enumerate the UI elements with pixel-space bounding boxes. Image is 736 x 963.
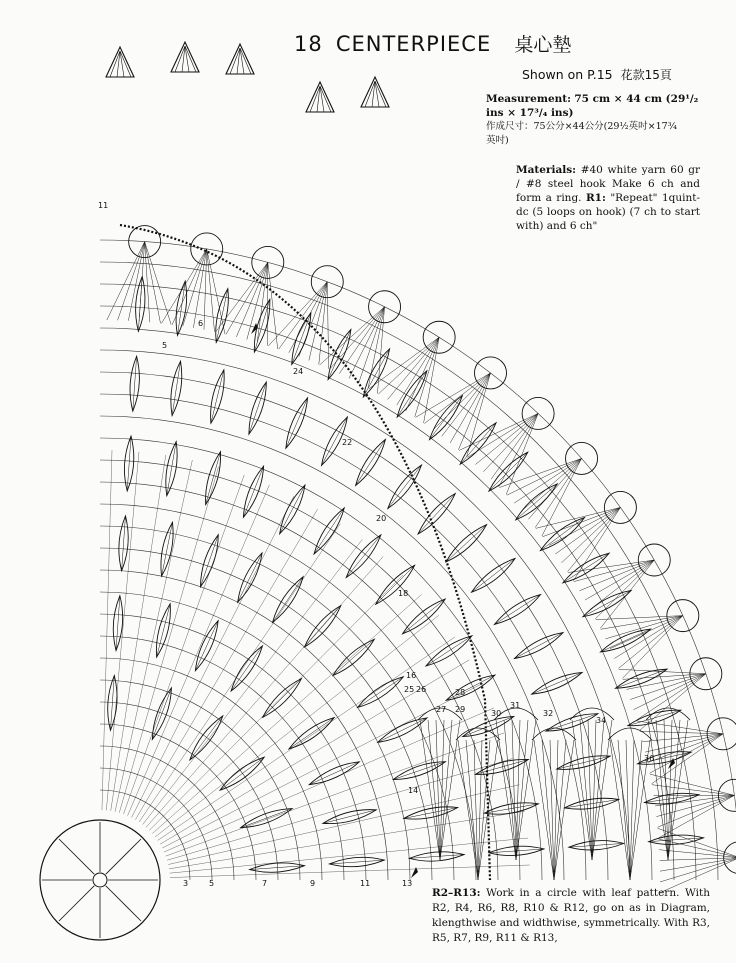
leaf-vein <box>429 396 462 440</box>
leaf-vein <box>426 636 472 666</box>
fan-stitch <box>145 242 172 325</box>
rounds-text: Work in a circle with leaf pattern. With R2, R4, R6, R8, R10 & R12, go on as in Diagram, klengthwise and widthwise, symmetrically. With R3, R5, R7, R9, R11 & R13, <box>432 887 710 944</box>
materials-label: Materials: <box>516 164 577 176</box>
fan-stitch <box>268 262 278 349</box>
row-number: 36 <box>644 754 655 763</box>
leaf-vein <box>333 639 374 675</box>
leaf-vein <box>200 535 218 587</box>
measurement-value: 75 cm × 44 cm (29¹/₂ <box>574 93 699 105</box>
grid-spoke <box>167 759 512 861</box>
center-chain <box>93 873 107 887</box>
fan-stitch <box>204 249 207 330</box>
row-number: 25 <box>404 685 415 694</box>
leaf-vein <box>273 577 304 623</box>
leaf-vein <box>378 718 427 742</box>
row-number: 16 <box>406 671 417 680</box>
row-number: 22 <box>342 438 353 447</box>
row-number: 14 <box>408 786 419 795</box>
leaf-vein <box>286 398 308 449</box>
grid-arc <box>100 350 630 880</box>
center-spoke <box>59 839 94 874</box>
shown-on-cjk: 花款15頁 <box>620 68 672 82</box>
grid-spoke <box>139 524 340 822</box>
measurement-block <box>486 92 714 120</box>
stitch-strand <box>320 86 331 112</box>
fan-stitch <box>475 413 538 464</box>
grid-spoke <box>170 838 528 873</box>
grid-arc <box>100 372 608 880</box>
center-spoke <box>106 886 141 921</box>
row-number: 6 <box>198 319 204 328</box>
fan-stitch <box>107 242 145 320</box>
row-number: 28 <box>455 688 466 697</box>
stitch-strand <box>375 81 386 107</box>
measurement-cjk-cont: 英吋) <box>486 135 509 146</box>
fan-stitch <box>573 507 620 580</box>
fan-stitch <box>614 616 683 659</box>
row-number: 24 <box>293 367 304 376</box>
leaf-vein <box>249 382 266 434</box>
fan-stitch <box>590 560 654 609</box>
direction-marker <box>251 323 258 334</box>
row-number: 30 <box>491 709 502 718</box>
grid-spoke <box>106 452 139 811</box>
fan-stitch <box>327 282 328 369</box>
leaf-vein <box>172 361 180 415</box>
row-number: 31 <box>510 701 521 710</box>
leaf-vein <box>460 423 496 465</box>
leaf-vein <box>195 621 218 671</box>
leaf-vein <box>231 646 262 691</box>
measurement-value-cont: ins × 17³/₄ ins) <box>486 107 574 119</box>
fan-stitch <box>309 282 327 361</box>
grid-spoke <box>123 475 244 814</box>
stitch-strand <box>185 46 196 72</box>
leaf-vein <box>489 452 528 491</box>
leaf-vein <box>540 518 584 551</box>
grid-arc <box>100 592 388 880</box>
pattern-title-cjk: 桌心墊 <box>514 34 572 56</box>
leaf-vein <box>206 452 221 505</box>
fan-stitch <box>172 249 207 325</box>
row-number: 20 <box>376 514 387 523</box>
grid-arc <box>100 460 520 880</box>
row-number: 3 <box>183 879 189 888</box>
fan-stitch <box>388 337 440 399</box>
materials-text: #40 white yarn 60 gr / #8 steel hook Make 6 ch and form a ring. <box>516 164 700 204</box>
row-number: 32 <box>543 709 554 718</box>
leaf-vein <box>263 678 302 717</box>
leaf-vein <box>280 485 305 534</box>
grid-spoke <box>115 460 192 812</box>
fan-stitch <box>450 373 490 443</box>
leaf-vein <box>292 313 311 365</box>
fan-stitch <box>640 731 723 734</box>
leaf-vein <box>162 522 173 576</box>
r1-text: "Repeat" 1quint-dc (5 loops on hook) (7 ch to start with) and 6 ch" <box>516 192 700 232</box>
fan-stitch <box>406 337 439 411</box>
fan-stitch <box>622 616 682 679</box>
grid-spoke <box>146 556 383 827</box>
fan-stitch <box>236 262 267 336</box>
pattern-number: 18 <box>294 32 323 56</box>
fan-stitch <box>467 413 538 457</box>
fan-stitch <box>618 616 682 669</box>
rounds-label: R2–R13: <box>432 887 481 899</box>
leaf-vein <box>309 762 359 785</box>
row-number: 11 <box>360 879 371 888</box>
leaf-vein <box>363 349 389 397</box>
grid-spoke <box>158 637 455 840</box>
fan-stitch <box>660 858 736 882</box>
page-title <box>294 30 571 57</box>
grid-arc <box>100 570 410 880</box>
leaf-vein <box>616 669 668 688</box>
measurement-cjk-block <box>486 120 714 148</box>
rounds-instructions <box>432 886 710 946</box>
grid-spoke <box>111 455 166 811</box>
measurement-cjk: 作成尺寸：75公分×44公分(29½英吋×17¾ <box>486 121 677 132</box>
scallop-edge <box>608 728 652 740</box>
row-number: 5 <box>209 879 215 888</box>
leaf-vein <box>152 688 171 740</box>
fan-stitch <box>279 282 328 350</box>
scallop-edge <box>532 728 576 740</box>
measurement-label: Measurement: <box>486 93 572 105</box>
grid-spoke <box>135 509 317 820</box>
fan-stitch <box>585 560 654 600</box>
pattern-title: CENTERPIECE <box>335 32 492 56</box>
row-number: 11 <box>98 201 109 210</box>
fan-stitch <box>580 560 655 591</box>
fan-stitch <box>330 307 385 369</box>
fan-stitch <box>610 616 683 649</box>
fan-stitch <box>128 242 144 321</box>
fan-stitch <box>416 373 491 417</box>
leaf-vein <box>583 590 631 616</box>
leaf-vein <box>515 633 564 659</box>
row-number: 5 <box>162 341 168 350</box>
leaf-vein <box>402 599 445 634</box>
fan-stitch <box>207 249 215 332</box>
shown-on <box>522 66 672 83</box>
leaf-vein <box>241 809 293 828</box>
leaf-vein <box>314 508 344 554</box>
stitch-strand <box>240 48 251 74</box>
shown-on-text: Shown on P.15 <box>522 67 613 82</box>
fan-stitch <box>650 774 734 795</box>
leaf-vein <box>356 439 386 485</box>
leaf-vein <box>304 606 340 647</box>
row-number: 34 <box>596 716 607 725</box>
grid-spoke <box>168 785 519 865</box>
fan-stitch <box>562 507 621 562</box>
fan-stitch <box>549 507 620 545</box>
leaf-vein <box>546 714 598 731</box>
fan-stitch <box>491 413 538 479</box>
r1-label: R1: <box>585 192 606 204</box>
leaf-vein <box>238 553 262 602</box>
direction-marker <box>411 867 418 878</box>
row-number: 13 <box>402 879 413 888</box>
row-number: 26 <box>416 685 427 694</box>
leaf-vein <box>494 595 540 625</box>
leaf-vein <box>167 442 176 496</box>
leaf-vein <box>564 799 618 807</box>
fan-stitch <box>658 839 736 858</box>
leaf-vein <box>376 565 415 604</box>
leaf-vein <box>358 677 404 708</box>
fan-stitch <box>652 734 723 784</box>
leaf-vein <box>346 535 381 578</box>
leaf-vein <box>446 675 495 700</box>
grid-arc <box>100 438 542 880</box>
fan-stitch <box>369 337 439 389</box>
fan-stitch <box>645 734 723 752</box>
center-spoke <box>106 839 141 874</box>
grid-spoke <box>166 733 504 856</box>
leaf-vein <box>472 558 515 592</box>
leaf-vein <box>532 672 583 694</box>
stitch-strand <box>120 51 131 77</box>
row-number: 7 <box>262 879 268 888</box>
fan-stitch <box>640 674 706 731</box>
leaf-vein <box>516 484 558 520</box>
fan-stitch <box>467 373 491 457</box>
center-spoke <box>59 886 94 921</box>
leaf-vein <box>220 757 264 790</box>
row-number: 9 <box>310 879 316 888</box>
row-number: 29 <box>455 705 466 714</box>
fan-stitch <box>145 242 161 324</box>
row-number: 18 <box>398 589 409 598</box>
grid-spoke <box>169 811 524 869</box>
materials-block <box>516 163 700 233</box>
grid-spoke <box>128 485 270 816</box>
grid-spoke <box>155 615 439 837</box>
row-number: 27 <box>436 705 447 714</box>
fan-stitch <box>433 373 490 430</box>
leaf-vein <box>397 371 427 417</box>
grid-spoke <box>119 467 218 813</box>
